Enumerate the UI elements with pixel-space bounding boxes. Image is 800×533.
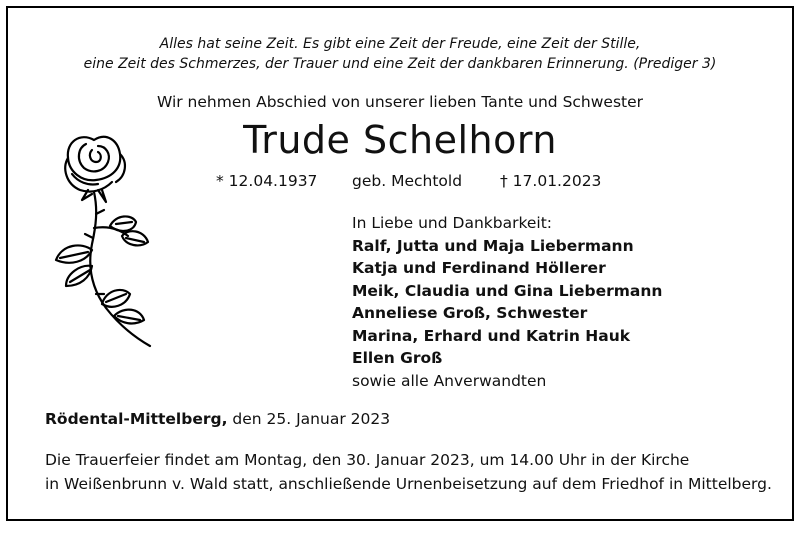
funeral-notice-line-2: in Weißenbrunn v. Wald statt, anschließende Urnenbeisetzung auf dem Friedhof in Mittelberg. bbox=[45, 475, 772, 493]
mourner-name: Ellen Groß bbox=[352, 349, 443, 367]
place-town: Rödental-Mittelberg, bbox=[45, 410, 228, 428]
intro-text: Wir nehmen Abschied von unserer lieben Tante und Schwester bbox=[156, 93, 644, 111]
mourners-closing: sowie alle Anverwandten bbox=[352, 371, 547, 390]
rose-icon bbox=[36, 118, 176, 353]
mourner-name: Meik, Claudia und Gina Liebermann bbox=[352, 281, 663, 300]
funeral-notice bbox=[45, 448, 772, 496]
place-and-date bbox=[45, 410, 390, 428]
mourner-name: Anneliese Groß, Schwester bbox=[352, 304, 588, 322]
mourner-name: Katja und Ferdinand Höllerer bbox=[352, 259, 606, 277]
maiden-name: geb. Mechtold bbox=[352, 172, 463, 190]
mourner-name: Marina, Erhard und Katrin Hauk bbox=[352, 326, 631, 345]
mourners-heading: In Liebe und Dankbarkeit: bbox=[352, 214, 553, 232]
mourners-block bbox=[352, 212, 662, 392]
place-date: den 25. Januar 2023 bbox=[232, 410, 391, 428]
deceased-name: Trude Schelhorn bbox=[243, 118, 557, 162]
quote-line-1: Alles hat seine Zeit. Es gibt eine Zeit der Freude, eine Zeit der Stille, bbox=[159, 36, 641, 52]
quote-line-2: eine Zeit des Schmerzes, der Trauer und eine Zeit der dankbaren Erinnerung. (Prediger 3) bbox=[83, 56, 717, 72]
death-date: † 17.01.2023 bbox=[500, 172, 602, 190]
mourner-name: Ralf, Jutta und Maja Liebermann bbox=[352, 236, 634, 255]
funeral-notice-line-1: Die Trauerfeier findet am Montag, den 30. Januar 2023, um 14.00 Uhr in der Kirche bbox=[45, 451, 690, 469]
birth-date: * 12.04.1937 bbox=[216, 172, 318, 190]
obituary-notice bbox=[6, 6, 794, 521]
